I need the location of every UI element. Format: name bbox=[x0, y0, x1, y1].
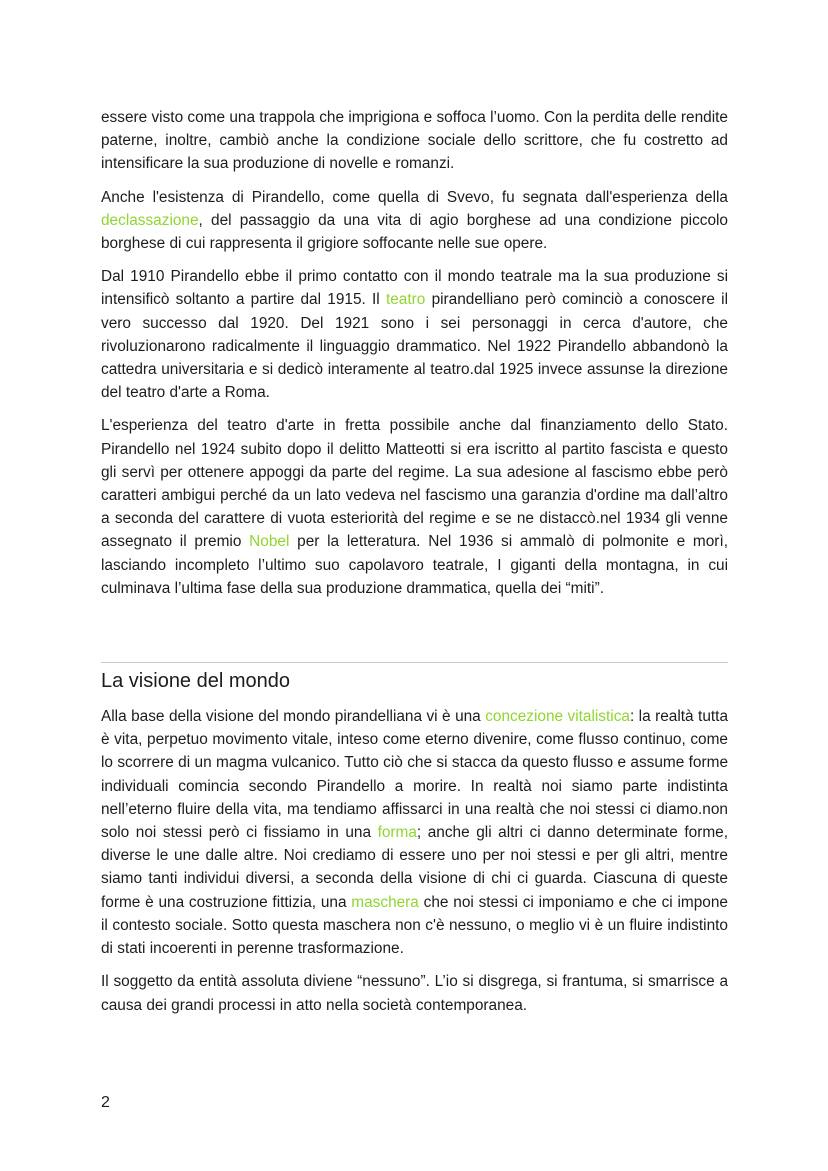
paragraph-text: essere visto come una trappola che imprigiona e soffoca l’uomo. Con la perdita delle rendite paterne, inoltre, cambiò anche la condizione sociale dello scrittore, che fu costretto ad intensificare la sua produzione di novelle e romanzi. bbox=[101, 109, 728, 173]
paragraph-text: : la realtà tutta è vita, perpetuo movimento vitale, inteso come eterno divenire, come flusso continuo, come lo scorrere di un magma vulcanico. Tutto ciò che si stacca da questo flusso e assume forme individuali comincia secondo Pirandello a morire. In realtà noi siamo parte indistinta nell’eterno fluire della vita, ma tendiamo affissarci in una realtà che noi stessi ci diamo.non solo noi stessi però ci fissiamo in una bbox=[101, 708, 729, 842]
paragraph bbox=[101, 705, 728, 960]
paragraph bbox=[101, 414, 728, 600]
paragraph bbox=[101, 186, 728, 256]
paragraph-text: Alla base della visione del mondo pirandelliana vi è una bbox=[101, 708, 486, 726]
paragraph bbox=[101, 106, 728, 176]
top-paragraphs bbox=[101, 106, 728, 600]
highlighted-term: teatro bbox=[385, 291, 426, 309]
document-page bbox=[101, 106, 728, 1027]
section-title: La visione del mondo bbox=[101, 670, 291, 693]
paragraph bbox=[101, 265, 728, 404]
paragraph-text: , del passaggio da una vita di agio borghese ad una condizione piccolo borghese di cui rappresenta il grigiore soffocante nelle sue opere. bbox=[101, 211, 728, 253]
paragraph-text: pirandelliano però cominciò a conoscere il vero successo dal 1920. Del 1921 sono i sei personaggi in cerca d'autore, che rivoluzionarono radicalmente il linguaggio drammatico. Nel 1922 Pirandello abbandonò la cattedra universitaria e si dedicò interamente al teatro.dal 1925 invece assunse la direzione del teatro d'arte a Roma. bbox=[101, 291, 728, 402]
highlighted-term: declassazione bbox=[101, 211, 199, 229]
paragraph-text: Dal 1910 Pirandello ebbe il primo contatto con il mondo teatrale ma la sua produzione si intensificò soltanto a partire dal 1915. Il bbox=[101, 268, 728, 309]
paragraph-text: per la letteratura. Nel 1936 si ammalò di polmonite e morì, lasciando incompleto l’ultimo suo capolavoro teatrale, I giganti della montagna, in cui culminava l’ultima fase della sua produzione drammatica, quella dei “miti”. bbox=[101, 533, 728, 597]
paragraph-text: che noi stessi ci imponiamo e che ci impone il contesto sociale. Sotto questa maschera non c'è nessuno, o meglio vi è un fluire indistinto di stati incoerenti in perenne trasformazione. bbox=[101, 893, 728, 958]
paragraph-text: L'esperienza del teatro d'arte in fretta possibile anche dal finanziamento dello Stato. Pirandello nel 1924 subito dopo il delitto Matteotti si era iscritto al partito fascista e questo gli servì per ottenere appoggi da parte del regime. La sua adesione al fascismo ebbe però caratteri ambigui perché da un lato vedeva nel fascismo una garanzia d'ordine ma dall’altro a seconda del carattere di vuota esteriorità del regime e se ne distaccò.nel 1934 gli venne assegnato il premio bbox=[101, 417, 728, 551]
page-number: 2 bbox=[101, 1094, 110, 1111]
section-paragraphs bbox=[101, 705, 728, 1017]
highlighted-term: forma bbox=[377, 824, 417, 842]
highlighted-term: concezione vitalistica bbox=[485, 708, 630, 726]
paragraph-text: Anche l'esistenza di Pirandello, come quella di Svevo, fu segnata dall'esperienza della bbox=[101, 188, 728, 206]
highlighted-term: maschera bbox=[351, 893, 419, 911]
paragraph-text: ; anche gli altri ci danno determinate forme, diverse le une dalle altre. Noi crediamo di essere uno per noi stessi e per gli altri, mentre siamo tanti individui diversi, a seconda della visione di chi ci guarda. Ciascuna di queste forme è una costruzione fittizia, una bbox=[101, 824, 728, 911]
paragraph bbox=[101, 970, 728, 1016]
highlighted-term: Nobel bbox=[249, 533, 290, 551]
paragraph-text: Il soggetto da entità assoluta diviene “nessuno”. L’io si disgrega, si frantuma, si smarrisce a causa dei grandi processi in atto nella società contemporanea. bbox=[101, 973, 728, 1014]
